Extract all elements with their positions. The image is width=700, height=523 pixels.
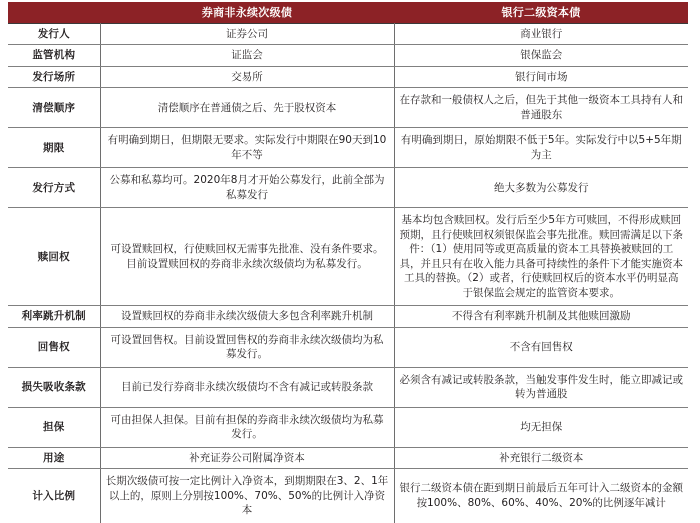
row-label-venue: 发行场所 bbox=[8, 66, 100, 87]
row-label-inclusion-ratio: 计入比例 bbox=[8, 469, 100, 523]
cell-put-option-bank: 不含有回售权 bbox=[394, 327, 688, 367]
table-row bbox=[8, 306, 688, 327]
cell-venue-securities: 交易所 bbox=[100, 66, 394, 87]
cell-call-option-securities: 可设置赎回权，行使赎回权无需事先批准、没有条件要求。目前设置赎回权的券商非永续次级债均为私募发行。 bbox=[100, 208, 394, 306]
cell-purpose-bank: 补充银行二级资本 bbox=[394, 447, 688, 468]
cell-guarantee-bank: 均无担保 bbox=[394, 407, 688, 447]
table-body bbox=[8, 24, 688, 523]
row-label-guarantee: 担保 bbox=[8, 407, 100, 447]
row-label-put-option: 回售权 bbox=[8, 327, 100, 367]
table-row bbox=[8, 88, 688, 128]
cell-issuer-bank: 商业银行 bbox=[394, 24, 688, 45]
table-header-row bbox=[8, 2, 688, 24]
cell-repayment-order-securities: 清偿顺序在普通债之后、先于股权资本 bbox=[100, 88, 394, 128]
row-label-maturity: 期限 bbox=[8, 128, 100, 168]
table-row bbox=[8, 168, 688, 208]
header-cell-blank bbox=[8, 2, 100, 24]
table-row bbox=[8, 45, 688, 66]
header-cell-bank-bond: 银行二级资本债 bbox=[394, 2, 688, 24]
cell-step-up-bank: 不得含有利率跳升机制及其他赎回激励 bbox=[394, 306, 688, 327]
cell-step-up-securities: 设置赎回权的券商非永续次级债大多包含利率跳升机制 bbox=[100, 306, 394, 327]
table-row bbox=[8, 66, 688, 87]
cell-guarantee-securities: 可由担保人担保。目前有担保的券商非永续次级债均为私募发行。 bbox=[100, 407, 394, 447]
cell-maturity-bank: 有明确到期日，原始期限不低于5年。实际发行中以5+5年期为主 bbox=[394, 128, 688, 168]
cell-maturity-securities: 有明确到期日，但期限无要求。实际发行中期限在90天到10年不等 bbox=[100, 128, 394, 168]
cell-call-option-bank: 基本均包含赎回权。发行后至少5年方可赎回，不得形成赎回预期，且行使赎回权须银保监会事先批准。赎回需满足以下条件：（1）使用同等或更高质量的资本工具替换被赎回的工具，并且只有在收入能力具备可持续性的条件下才能实施资本工具的替换。（2）或者，行使赎回权后的资本水平仍明显高于银保监会规定的监管资本要求。 bbox=[394, 208, 688, 306]
row-label-step-up: 利率跳升机制 bbox=[8, 306, 100, 327]
cell-repayment-order-bank: 在存款和一般债权人之后，但先于其他一级资本工具持有人和普通股东 bbox=[394, 88, 688, 128]
cell-inclusion-ratio-securities: 长期次级债可按一定比例计入净资本，到期期限在3、2、1年以上的，原则上分别按100%、70%、50%的比例计入净资本 bbox=[100, 469, 394, 523]
table-row bbox=[8, 469, 688, 523]
table-row bbox=[8, 407, 688, 447]
row-label-loss-absorption: 损失吸收条款 bbox=[8, 367, 100, 407]
cell-loss-absorption-securities: 目前已发行券商非永续次级债均不含有减记或转股条款 bbox=[100, 367, 394, 407]
row-label-call-option: 赎回权 bbox=[8, 208, 100, 306]
row-label-issuance-method: 发行方式 bbox=[8, 168, 100, 208]
row-label-regulator: 监管机构 bbox=[8, 45, 100, 66]
cell-venue-bank: 银行间市场 bbox=[394, 66, 688, 87]
cell-put-option-securities: 可设置回售权。目前设置回售权的券商非永续次级债均为私募发行。 bbox=[100, 327, 394, 367]
bond-comparison-table bbox=[8, 2, 688, 523]
table-row bbox=[8, 327, 688, 367]
cell-loss-absorption-bank: 必须含有减记或转股条款，当触发事件发生时，能立即减记或转为普通股 bbox=[394, 367, 688, 407]
table-row bbox=[8, 447, 688, 468]
cell-regulator-bank: 银保监会 bbox=[394, 45, 688, 66]
header-cell-securities-bond: 券商非永续次级债 bbox=[100, 2, 394, 24]
row-label-issuer: 发行人 bbox=[8, 24, 100, 45]
cell-issuance-method-bank: 绝大多数为公募发行 bbox=[394, 168, 688, 208]
table-row bbox=[8, 208, 688, 306]
table-row bbox=[8, 367, 688, 407]
cell-issuer-securities: 证券公司 bbox=[100, 24, 394, 45]
cell-regulator-securities: 证监会 bbox=[100, 45, 394, 66]
cell-inclusion-ratio-bank: 银行二级资本债在距到期日前最后五年可计入二级资本的金额按100%、80%、60%、40%、20%的比例逐年减计 bbox=[399, 482, 683, 509]
row-label-purpose: 用途 bbox=[8, 447, 100, 468]
row-label-repayment-order: 清偿顺序 bbox=[8, 88, 100, 128]
table-header bbox=[8, 2, 688, 24]
table-row bbox=[8, 24, 688, 45]
table-row bbox=[8, 128, 688, 168]
cell-issuance-method-securities: 公募和私募均可。2020年8月才开始公募发行，此前全部为私募发行 bbox=[100, 168, 394, 208]
cell-purpose-securities: 补充证券公司附属净资本 bbox=[100, 447, 394, 468]
